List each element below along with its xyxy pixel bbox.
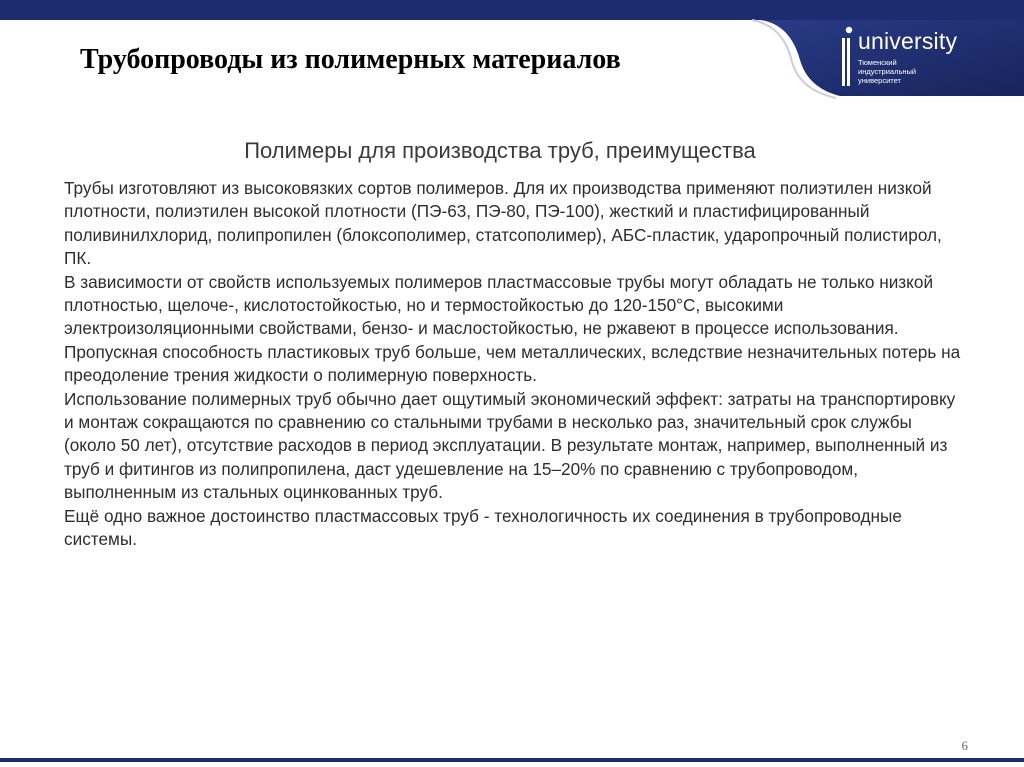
- logo-subtitle-line: индустриальный: [858, 67, 917, 76]
- university-logo: [836, 24, 976, 90]
- slide-title: Трубопроводы из полимерных материалов: [80, 44, 621, 75]
- paragraph: В зависимости от свойств используемых полимеров пластмассовые трубы могут обладать не только низкой плотностью, щелоче-, кислотостойкостью, но и термостойкостью до 120-150°С, высокими электроизоляционными свойствами, бензо- и маслостойкостью, не ржавеют в процессе использования.: [64, 271, 934, 339]
- logo-subtitle: [858, 58, 916, 85]
- university-logo-icon: [836, 24, 856, 90]
- page-number: 6: [961, 738, 968, 753]
- paragraph: Трубы изготовляют из высоковязких сортов полимеров. Для их производства применяют полиэтилен низкой плотности, полиэтилен высокой плотности (ПЭ-63, ПЭ-80, ПЭ-100), жесткий и пластифицированный поливинилхлорид, полипропилен (блоксополимер, статсополимер), АБС-пластик, ударопрочный полистирол, ПК.: [64, 178, 942, 269]
- paragraph: Использование полимерных труб обычно дает ощутимый экономический эффект: затраты на транспортировку и монтаж сокращаются по сравнению со стальными трубами в несколько раз, значительный срок службы (около 50 лет), отсутствие расходов в период эксплуатации. В результате монтаж, например, выполненный из труб и фитингов из полипропилена, даст удешевление на 15–20% по сравнению с трубопроводом, выполненным из стальных оцинкованных труб.: [64, 388, 956, 503]
- logo-subtitle-line: университет: [858, 76, 901, 85]
- content-body: [64, 177, 964, 552]
- bottom-divider: [0, 758, 1024, 762]
- content-heading: Полимеры для производства труб, преимущества: [244, 138, 756, 163]
- paragraph: Пропускная способность пластиковых труб больше, чем металлических, вследствие незначительных потерь на преодоление трения жидкости о полимерную поверхность.: [64, 341, 961, 386]
- paragraph: Ещё одно важное достоинство пластмассовых труб - технологичность их соединения в трубопроводные системы.: [64, 505, 902, 550]
- logo-subtitle-line: Тюменский: [858, 58, 897, 67]
- logo-wordmark: university: [858, 28, 958, 54]
